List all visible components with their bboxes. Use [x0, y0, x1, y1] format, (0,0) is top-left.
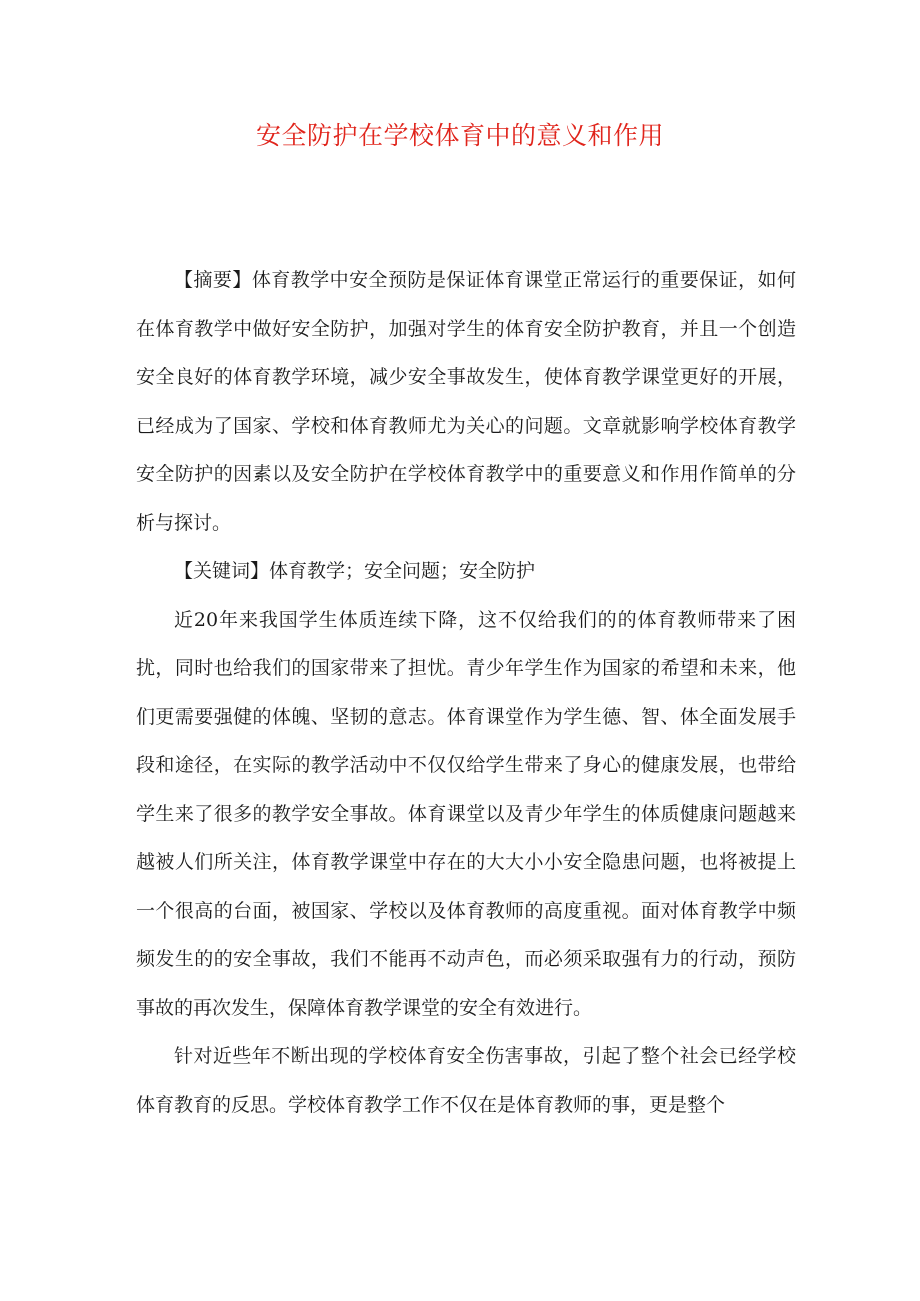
page-title: 安全防护在学校体育中的意义和作用	[255, 121, 664, 150]
keywords-paragraph	[136, 547, 796, 596]
abstract-text: 体育教学中安全预防是保证体育课堂正常运行的重要保证，如何在体育教学中做好安全防护，加强对学生的体育安全防护教育，并且一个创造安全良好的体育教学环境，减少安全事故发生，使体育教学课堂更好的开展，已经成为了国家、学校和体育教师尤为关心的问题。文章就影响学校体育教学安全防护的因素以及安全防护在学校体育教学中的重要意义和作用作简单的分析与探讨。	[136, 269, 796, 534]
abstract-label: 【摘要】	[174, 269, 252, 291]
document-body	[136, 256, 796, 1129]
abstract-paragraph	[136, 256, 796, 547]
keywords-text: 体育教学；安全问题；安全防护	[269, 560, 536, 582]
body-paragraph-2: 针对近些年不断出现的学校体育安全伤害事故，引起了整个社会已经学校体育教育的反思。学校体育教学工作不仅在是体育教师的事，更是整个	[136, 1045, 796, 1116]
keywords-label: 【关键词】	[174, 560, 270, 582]
body-paragraph-1: 近20年来我国学生体质连续下降，这不仅给我们的的体育教师带来了困扰，同时也给我们的国家带来了担忧。青少年学生作为国家的希望和未来，他们更需要强健的体魄、坚韧的意志。体育课堂作为学生德、智、体全面发展手段和途径，在实际的教学活动中不仅仅给学生带来了身心的健康发展，也带给学生来了很多的教学安全事故。体育课堂以及青少年学生的体质健康问题越来越被人们所关注，体育教学课堂中存在的大大小小安全隐患问题，也将被提上一个很高的台面，被国家、学校以及体育教师的高度重视。面对体育教学中频频发生的的安全事故，我们不能再不动声色，而必须采取强有力的行动，预防事故的再次发生，保障体育教学课堂的安全有效进行。	[136, 608, 796, 1019]
